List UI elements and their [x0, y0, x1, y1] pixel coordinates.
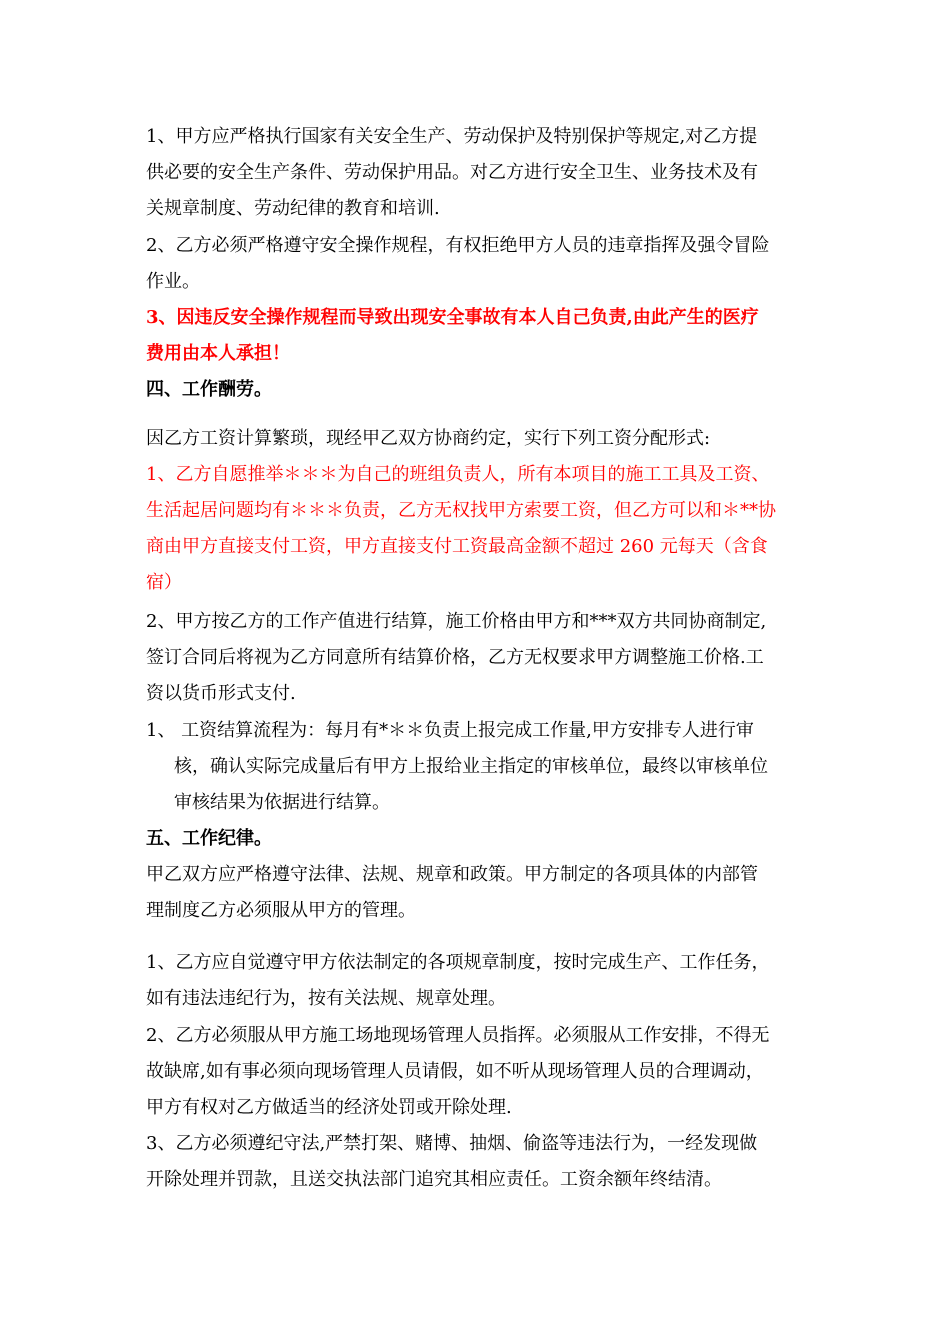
heading-text: 四、工作酬劳。: [146, 379, 272, 400]
safety-item-3-emphasis: [146, 300, 826, 372]
text-line: 3、乙方必须遵纪守法,严禁打架、赌博、抽烟、偷盗等违法行为，一经发现做: [146, 1133, 758, 1154]
text-line: 故缺席,如有事必须向现场管理人员请假，如不听从现场管理人员的合理调动，: [146, 1061, 764, 1082]
text-line: 2、乙方必须服从甲方施工场地现场管理人员指挥。必须服从工作安排，不得无: [146, 1025, 770, 1046]
text-line: 核，确认实际完成量后有甲方上报给业主指定的审核单位，最终以审核单位: [174, 756, 768, 777]
heading-text: 五、工作纪律。: [146, 828, 272, 849]
text-line: 甲乙双方应严格遵守法律、法规、规章和政策。甲方制定的各项具体的内部管: [146, 864, 758, 885]
text-line: 因乙方工资计算繁琐，现经甲乙双方协商约定，实行下列工资分配形式:: [146, 428, 711, 449]
text-line: 甲方有权对乙方做适当的经济处罚或开除处理.: [146, 1097, 512, 1118]
text-line: 生活起居问题均有＊＊＊负责，乙方无权找甲方索要工资，但乙方可以和＊**协: [146, 500, 776, 521]
text-line: 费用由本人承担！: [146, 343, 290, 364]
text-line: 审核结果为依据进行结算。: [174, 792, 390, 813]
text-line: 供必要的安全生产条件、劳动保护用品。对乙方进行安全卫生、业务技术及有: [146, 162, 758, 183]
section-heading-compensation: [146, 372, 826, 408]
text-line: 理制度乙方必须服从甲方的管理。: [146, 900, 416, 921]
text-line: 2、乙方必须严格遵守安全操作规程，有权拒绝甲方人员的违章指挥及强令冒险: [146, 235, 770, 256]
text-line: 1、乙方自愿推举＊＊＊为自己的班组负责人，所有本项目的施工工具及工资、: [146, 464, 770, 485]
compensation-item-3: [146, 713, 826, 821]
compensation-intro: [146, 421, 826, 457]
discipline-item-2: [146, 1018, 826, 1126]
discipline-item-3: [146, 1126, 826, 1198]
compensation-item-2: [146, 604, 826, 712]
text-line: 2、甲方按乙方的工作产值进行结算，施工价格由甲方和***双方共同协商制定,: [146, 611, 767, 632]
section-heading-discipline: [146, 821, 826, 857]
safety-item-1: [146, 119, 826, 227]
discipline-intro: [146, 857, 826, 929]
text-line: 作业。: [146, 271, 200, 292]
text-line: 关规章制度、劳动纪律的教育和培训.: [146, 198, 440, 219]
text-line: 开除处理并罚款，且送交执法部门追究其相应责任。工资余额年终结清。: [146, 1169, 722, 1190]
text-line: 1、乙方应自觉遵守甲方依法制定的各项规章制度，按时完成生产、工作任务，: [146, 952, 770, 973]
text-line: 3、因违反安全操作规程而导致出现安全事故有本人自己负责,由此产生的医疗: [146, 307, 759, 328]
text-line: 1、甲方应严格执行国家有关安全生产、劳动保护及特别保护等规定,对乙方提: [146, 126, 758, 147]
compensation-item-1: [146, 457, 826, 601]
text-line: 商由甲方直接支付工资，甲方直接支付工资最高金额不超过 260 元每天（含食: [146, 536, 768, 557]
safety-item-2: [146, 228, 826, 300]
text-line: 签订合同后将视为乙方同意所有结算价格，乙方无权要求甲方调整施工价格.工: [146, 647, 764, 668]
text-line: 资以货币形式支付.: [146, 683, 296, 704]
discipline-item-1: [146, 945, 826, 1017]
text-line: 1、 工资结算流程为：每月有*＊＊负责上报完成工作量,甲方安排专人进行审: [146, 720, 754, 741]
text-line: 如有违法违纪行为，按有关法规、规章处理。: [146, 988, 506, 1009]
text-line: 宿）: [146, 572, 182, 593]
